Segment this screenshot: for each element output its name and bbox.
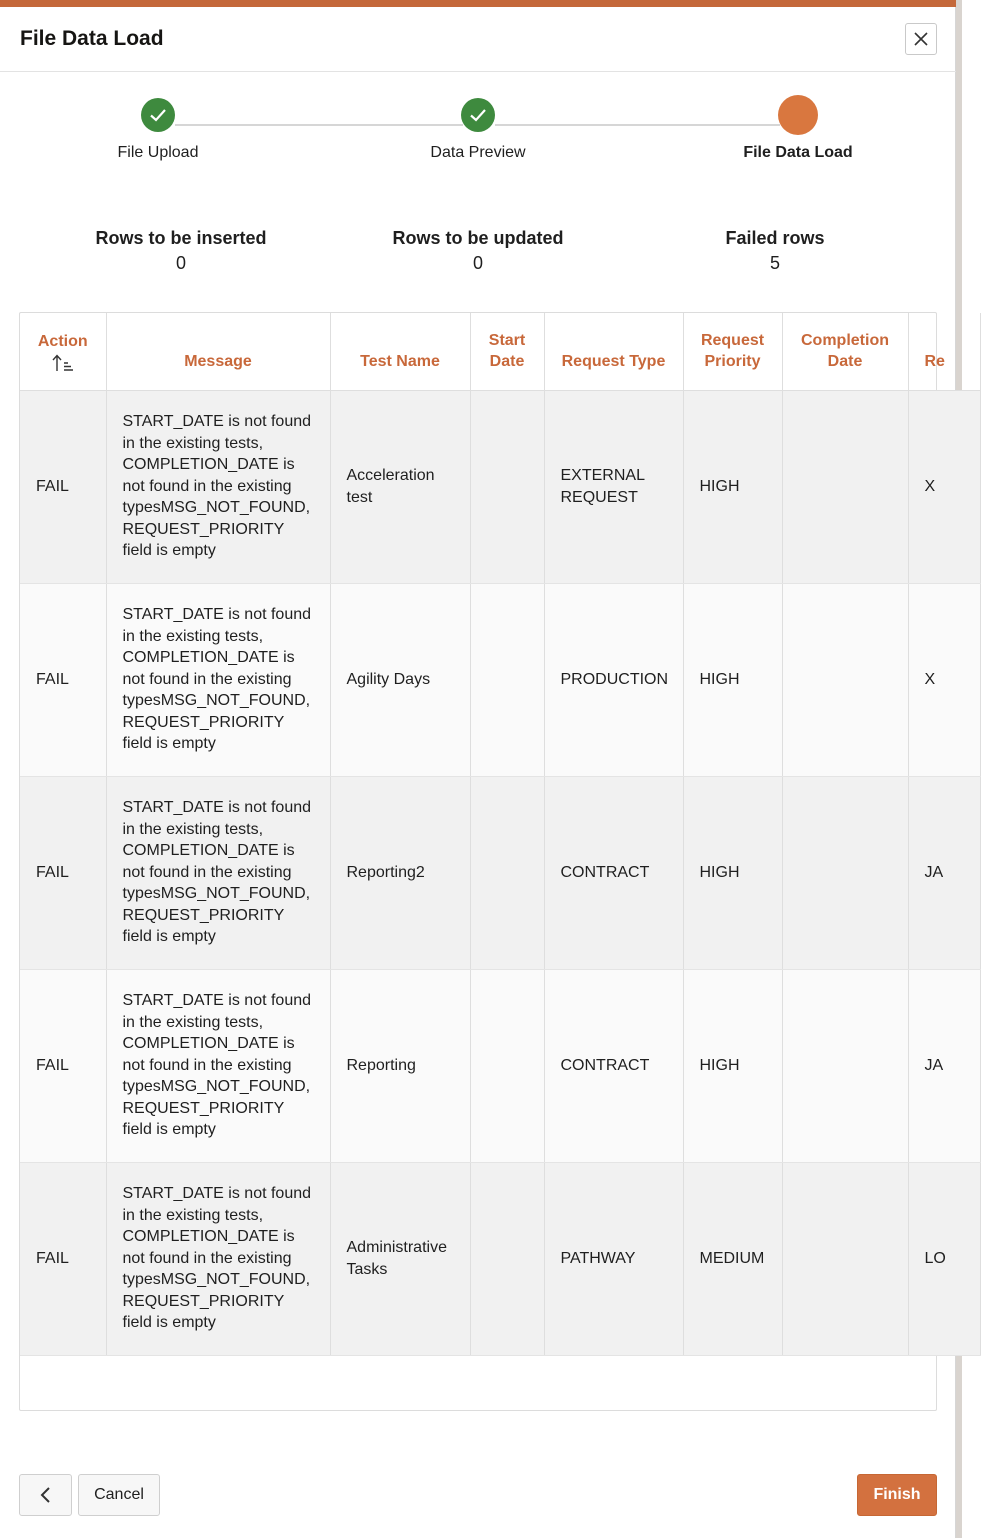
cell-request-priority: HIGH (683, 583, 782, 776)
step-file-data-load (688, 98, 908, 162)
cell-truncated: LO (908, 1162, 980, 1355)
step-done-dot (141, 98, 175, 132)
cell-message: START_DATE is not found in the existing tests, COMPLETION_DATE is not found in the existing typesMSG_NOT_FOUND, REQUEST_PRIORITY field is empty (106, 969, 330, 1162)
summary-failed-rows (645, 228, 905, 274)
header-row (20, 313, 980, 390)
cell-request-type: CONTRACT (544, 969, 683, 1162)
cell-request-priority: MEDIUM (683, 1162, 782, 1355)
cell-request-type: EXTERNAL REQUEST (544, 390, 683, 583)
cell-action: FAIL (20, 1162, 106, 1355)
step-done-dot (461, 98, 495, 132)
close-button[interactable] (905, 23, 937, 55)
cell-action: FAIL (20, 583, 106, 776)
checkmark-icon (468, 105, 488, 125)
column-header-request-priority[interactable]: Request Priority (683, 313, 782, 390)
column-header-message[interactable]: Message (106, 313, 330, 390)
cell-completion-date (782, 390, 908, 583)
back-button[interactable] (19, 1474, 72, 1516)
table-row[interactable] (20, 776, 980, 969)
cell-request-priority: HIGH (683, 969, 782, 1162)
cell-message: START_DATE is not found in the existing tests, COMPLETION_DATE is not found in the existing typesMSG_NOT_FOUND, REQUEST_PRIORITY field is empty (106, 390, 330, 583)
summary-rows-inserted (51, 228, 311, 274)
step-data-preview (368, 98, 588, 162)
cell-truncated: X (908, 390, 980, 583)
cell-completion-date (782, 776, 908, 969)
step-label: File Upload (117, 144, 199, 161)
column-header-truncated[interactable]: Re (908, 313, 980, 390)
cell-completion-date (782, 1162, 908, 1355)
close-icon (913, 31, 929, 47)
cell-truncated: X (908, 583, 980, 776)
cell-start-date (470, 776, 544, 969)
step-current-dot (778, 95, 818, 135)
summary-value: 0 (175, 253, 186, 273)
checkmark-icon (148, 105, 168, 125)
finish-button[interactable]: Finish (857, 1474, 937, 1516)
dialog-header (0, 7, 956, 72)
cell-test-name: Administrative Tasks (330, 1162, 470, 1355)
dialog-title: File Data Load (20, 27, 164, 50)
summary-rows-updated (348, 228, 608, 274)
table-row[interactable] (20, 969, 980, 1162)
results-grid[interactable] (19, 312, 946, 1411)
cell-message: START_DATE is not found in the existing tests, COMPLETION_DATE is not found in the existing typesMSG_NOT_FOUND, REQUEST_PRIORITY field is empty (106, 1162, 330, 1355)
cell-message: START_DATE is not found in the existing tests, COMPLETION_DATE is not found in the existing typesMSG_NOT_FOUND, REQUEST_PRIORITY field is empty (106, 776, 330, 969)
cell-test-name: Acceleration test (330, 390, 470, 583)
summary-label: Rows to be inserted (95, 228, 267, 248)
results-table (20, 313, 981, 1356)
column-header-action[interactable]: Action (20, 313, 106, 390)
column-header-test-name[interactable]: Test Name (330, 313, 470, 390)
cell-action: FAIL (20, 390, 106, 583)
cell-request-type: PATHWAY (544, 1162, 683, 1355)
sort-ascending-icon[interactable] (52, 354, 74, 372)
cell-start-date (470, 1162, 544, 1355)
cell-action: FAIL (20, 776, 106, 969)
table-row[interactable] (20, 390, 980, 583)
summary-label: Rows to be updated (392, 228, 564, 248)
cell-completion-date (782, 969, 908, 1162)
cell-action: FAIL (20, 969, 106, 1162)
cell-truncated: JA (908, 969, 980, 1162)
chevron-left-icon (39, 1486, 53, 1504)
cell-request-type: PRODUCTION (544, 583, 683, 776)
cell-truncated: JA (908, 776, 980, 969)
table-row[interactable] (20, 1162, 980, 1355)
step-file-upload (48, 98, 268, 162)
cell-request-priority: HIGH (683, 390, 782, 583)
column-header-request-type[interactable]: Request Type (544, 313, 683, 390)
column-header-start-date[interactable]: Start Date (470, 313, 544, 390)
step-label: Data Preview (430, 144, 526, 161)
table-row[interactable] (20, 583, 980, 776)
step-label: File Data Load (743, 144, 853, 161)
cell-start-date (470, 390, 544, 583)
cell-request-type: CONTRACT (544, 776, 683, 969)
column-header-completion-date[interactable]: Completion Date (782, 313, 908, 390)
summary-value: 0 (472, 253, 483, 273)
cell-test-name: Agility Days (330, 583, 470, 776)
summary-label: Failed rows (725, 228, 825, 248)
cell-message: START_DATE is not found in the existing tests, COMPLETION_DATE is not found in the existing typesMSG_NOT_FOUND, REQUEST_PRIORITY field is empty (106, 583, 330, 776)
cell-test-name: Reporting (330, 969, 470, 1162)
cell-request-priority: HIGH (683, 776, 782, 969)
page-top-accent (0, 0, 962, 7)
cell-test-name: Reporting2 (330, 776, 470, 969)
cancel-button[interactable]: Cancel (78, 1474, 160, 1516)
cell-start-date (470, 969, 544, 1162)
cell-completion-date (782, 583, 908, 776)
summary-value: 5 (769, 253, 780, 273)
cell-start-date (470, 583, 544, 776)
